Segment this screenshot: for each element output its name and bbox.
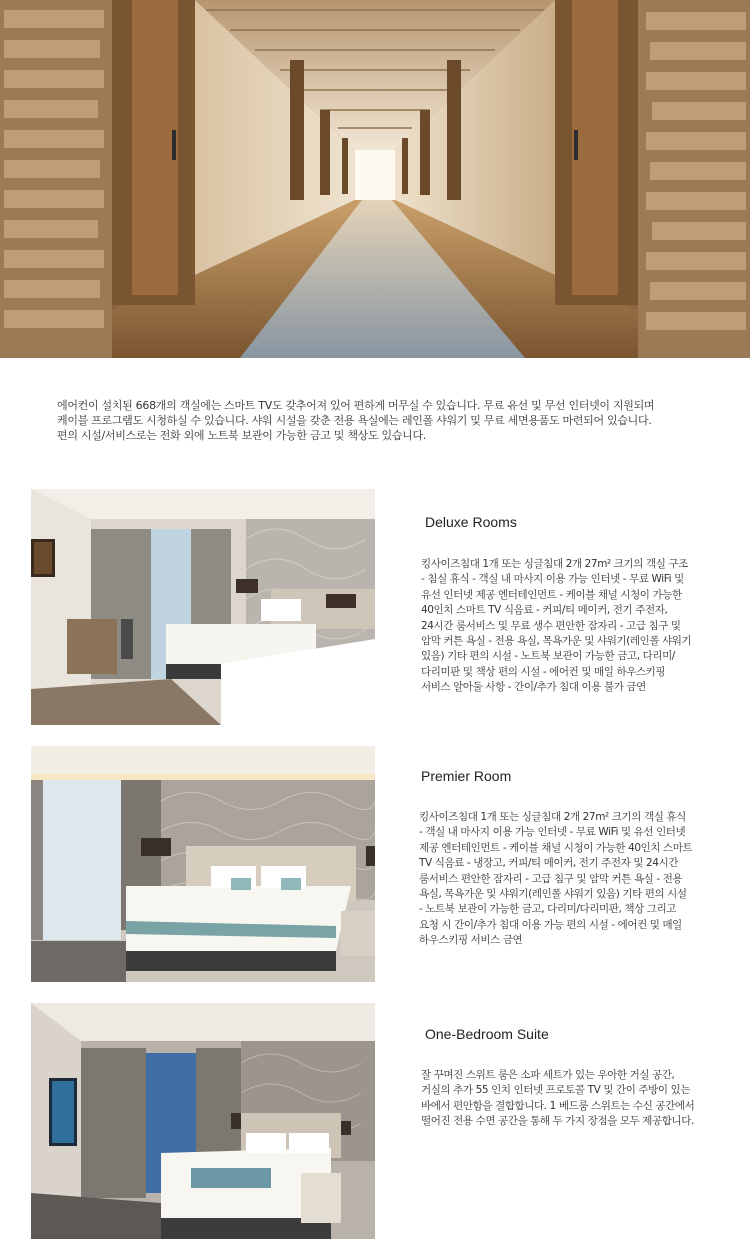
room-desc-line: 욕실, 목욕가운 및 샤워기(레인폴 샤워기 있음) 기타 편의 시설 [419, 888, 687, 901]
room-desc-line: 룸서비스 편안한 잠자리 - 고급 침구 및 암막 커튼 욕실 - 전용 [419, 872, 683, 885]
room-desc-line: 24시간 룸서비스 및 무료 생수 편안한 잠자리 - 고급 침구 및 [421, 619, 681, 632]
premier-room-photo [31, 746, 375, 982]
room-desc-line: 요청 시 간이/추가 침대 이용 가능 편의 시설 - 에어컨 및 매일 [419, 918, 682, 931]
room-desc-line: 40인치 스마트 TV 식음료 - 커피/티 메이커, 전기 주전자, [421, 604, 668, 617]
room-desc-line: - 노트북 보관이 가능한 금고, 다리미/다리미판, 책상 그리고 [419, 903, 677, 916]
premier-room-title: Premier Room [421, 768, 512, 784]
intro-line: 에어컨이 설치된 668개의 객실에는 스마트 TV도 갖추어져 있어 편하게 머무실 수 있습니다. 무료 유선 및 무선 인터넷이 지원되며 [57, 399, 655, 412]
room-desc-line: 하우스키핑 서비스 금연 [419, 934, 523, 947]
room-desc-line: 떨어진 전용 수면 공간을 통해 두 가지 장점을 모두 제공합니다. [421, 1115, 694, 1128]
room-desc-line: - 객실 내 마사지 이용 가능 인터넷 - 무료 WiFi 및 유선 인터넷 [419, 826, 686, 839]
room-desc-line: 잘 꾸며진 스위트 룸은 소파 세트가 있는 우아한 거실 공간, [421, 1069, 675, 1081]
hotel-corridor-photo [0, 0, 750, 358]
room-desc-line: 킹사이즈침대 1개 또는 싱글침대 2개 27m² 크기의 객실 구조 [421, 558, 688, 570]
room-desc-line: - 침실 휴식 - 객실 내 마사지 이용 가능 인터넷 - 무료 WiFi 및 [421, 573, 684, 586]
deluxe-room-title: Deluxe Rooms [425, 514, 517, 530]
intro-line: 케이블 프로그램도 시청하실 수 있습니다. 샤워 시설을 갖춘 전용 욕실에는 레인폴 샤워기 및 무료 세면용품도 마련되어 있습니다. [57, 414, 652, 427]
suite-room-photo [31, 1003, 375, 1239]
deluxe-room-description [421, 557, 721, 696]
suite-room-title: One-Bedroom Suite [425, 1026, 549, 1042]
room-desc-line: 거실의 추가 55 인치 인터넷 프로토콜 TV 및 간이 주방이 있는 [421, 1084, 691, 1097]
deluxe-room-photo [31, 489, 375, 725]
room-desc-line: 있음) 기타 편의 시설 - 노트북 보관이 가능한 금고, 다리미/ [421, 650, 675, 663]
suite-room-description [421, 1068, 721, 1130]
premier-room-description [419, 810, 719, 949]
room-desc-line: 바에서 편안함을 결합합니다. 1 베드룸 스위트는 수신 공간에서 [421, 1099, 695, 1112]
hotel-intro-text [57, 398, 717, 443]
room-desc-line: 킹사이즈침대 1개 또는 싱글침대 2개 27m² 크기의 객실 휴식 [419, 811, 686, 823]
room-desc-line: 다리미판 및 책상 편의 시설 - 에어컨 및 매일 하우스키핑 [421, 665, 666, 678]
room-desc-line: 서비스 알아둘 사항 - 간이/추가 침대 이용 불가 금연 [421, 681, 646, 694]
room-desc-line: 유선 인터넷 제공 엔터테인먼트 - 케이블 채널 시청이 가능한 [421, 588, 682, 601]
room-desc-line: 제공 엔터테인먼트 - 케이블 채널 시청이 가능한 40인치 스마트 [419, 841, 693, 854]
intro-line: 편의 시설/서비스로는 전화 외에 노트북 보관이 가능한 금고 및 책상도 있습니다. [57, 429, 426, 442]
room-desc-line: 암막 커튼 욕실 - 전용 욕실, 목욕가운 및 샤워기(레인폴 샤워기 [421, 635, 692, 648]
room-desc-line: TV 식음료 - 냉장고, 커피/티 메이커, 전기 주전자 및 24시간 [419, 857, 679, 870]
